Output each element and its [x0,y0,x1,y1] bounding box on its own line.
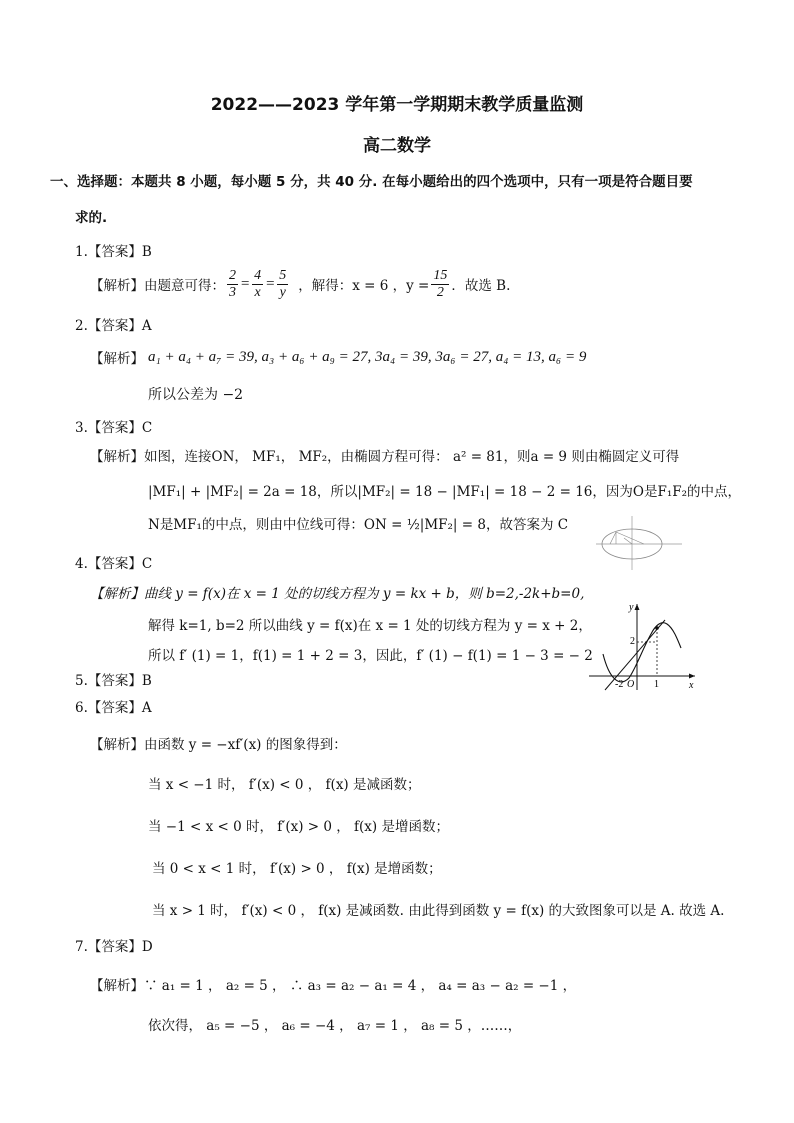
graph-point [655,626,659,630]
q3-line2: |MF₁| + |MF₂| = 2a = 18，所以|MF₂| = 18 − |MF₁| = 18 − 2 = 16，因为O是F₁F₂的中点， [148,484,742,500]
graph-y-arrow [635,604,640,610]
ellipse-seg-3 [610,532,616,544]
q1-tail: ．故选 B. [451,278,511,294]
q1-frac-3: $\frac{5}{y}$ [279,267,287,300]
q2-conclusion: 所以公差为 −2 [148,387,244,403]
q7-line1: 【解析】∵ a₁ = 1 ， a₂ = 5 ， ∴ a₃ = a₂ − a₁ = 4 ， a₄ = a₃ − a₂ = −1 ， [90,978,577,994]
graph-x-arrow [689,674,695,679]
section-heading-line1: 一、选择题：本题共 8 小题，每小题 5 分，共 40 分. 在每小题给出的四个选项中，只有一项是符合题目要 [50,174,693,190]
q5-answer: 5.【答案】B [75,673,152,689]
ellipse-figure [592,512,684,572]
q1-tag: 【解析】 [90,278,144,294]
q3-line3: N是MF₁的中点，则由中位线可得：ON = ½|MF₂| = 8，故答案为 C [148,517,569,533]
q6-line2: 当 −1 < x < 0 时， f′(x) > 0 ， f(x) 是增函数； [148,819,449,835]
q1-answer: 1.【答案】B [75,244,152,260]
graph-label-2: 2 [630,636,635,647]
q4-line1: 【解析】曲线 y = f(x)在 x = 1 处的切线方程为 y = kx + b，则 b=2,-2k+b=0, [90,586,585,602]
q1-explanation: 【解析】 由题意可得： $\frac{2}{3}$ = $\frac{4}{x}$ = $\frac{5}{y}$ ，解得：x = 6 ，y = $\frac{15}{2}$ ．故选 B. [90,267,511,300]
q2-equation: a₁ + a₄ + a₇ = 39, a₃ + a₆ + a₉ = 27, 3a₄ = 39, 3a₆ = 27, a₄ = 13, a₆ = 9 [148,348,587,365]
q6-line3: 当 0 < x < 1 时， f′(x) > 0 ， f(x) 是增函数； [152,861,442,877]
q1-lead: 由题意可得： [144,278,225,294]
graph-curve [603,623,681,682]
graph-y-label: y [629,602,634,613]
q1-frac-4: $\frac{15}{2}$ [433,267,448,300]
q2-explanation [90,347,586,367]
q4-line2: 解得 k=1, b=2 所以曲线 y = f(x)在 x = 1 处的切线方程为 y = x + 2， [148,618,592,634]
page-subtitle: 高二数学 [363,136,431,156]
q4-answer: 4.【答案】C [75,556,153,572]
q1-frac-1: $\frac{2}{3}$ [229,267,236,300]
q6-line1: 当 x < −1 时， f′(x) < 0 ， f(x) 是减函数； [148,777,421,793]
q1-frac-2: $\frac{4}{x}$ [254,267,262,300]
ellipse-seg-4 [624,538,632,544]
q2-answer: 2.【答案】A [75,318,152,334]
q6-line0: 【解析】由函数 y = −xf′(x) 的图象得到： [90,737,347,753]
section-heading-line2: 求的. [75,210,108,226]
tangent-graph [585,598,703,692]
q3-answer: 3.【答案】C [75,420,153,436]
q1-mid: ，解得：x = 6 ，y = [298,278,430,294]
q7-answer: 7.【答案】D [75,939,153,955]
page-title: 2022——2023 学年第一学期期末教学质量监测 [210,95,584,115]
q4-line3: 所以 f′ (1) = 1，f(1) = 1 + 2 = 3，因此，f′ (1) − f(1) = 1 − 3 = − 2 [148,648,593,664]
q7-line2: 依次得， a₅ = −5 ， a₆ = −4 ， a₇ = 1 ， a₈ = 5 ，……， [148,1018,522,1034]
graph-label-1: 1 [654,679,659,690]
q2-tag: 【解析】 [90,351,144,367]
q3-line1: 【解析】如图，连接ON， MF₁， MF₂，由椭圆方程可得： a² = 81，则a = 9 则由椭圆定义可得 [90,449,680,465]
graph-x-label: x [689,680,694,691]
q6-line4: 当 x > 1 时， f′(x) < 0 ， f(x) 是减函数. 由此得到函数 y = f(x) 的大致图象可以是 A. 故选 A. [152,903,725,919]
q6-answer: 6.【答案】A [75,700,152,716]
graph-label-o: O [627,679,635,690]
graph-label-neg2: -2 [615,679,624,690]
